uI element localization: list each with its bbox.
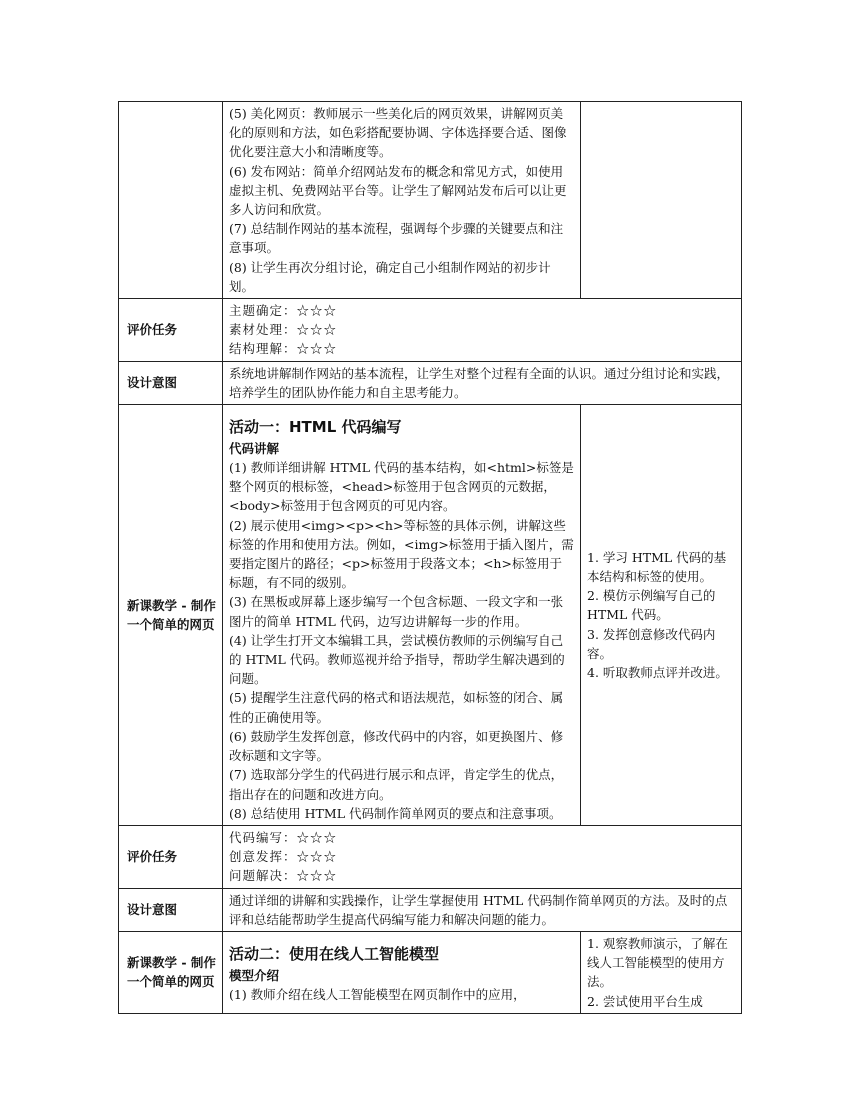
student-activity-cell [581,931,742,1013]
row-label: 新课教学 - 制作一个简单的网页 [119,931,223,1013]
step-item: (2) 展示使用<img><p><h>等标签的具体示例，讲解这些标签的作用和使用方法。例如，<img>标签用于插入图片，需要指定图片的路径；<p>标签用于段落文本；<h>标签用于标题，有不同的级别。 [229,517,574,591]
activity-title: 活动一：HTML 代码编写 [229,418,402,437]
lesson-row [119,931,742,1013]
step-item: (5) 提醒学生注意代码的格式和语法规范，如标签的闭合、属性的正确使用等。 [229,690,564,725]
teacher-activity-cell [223,405,581,826]
student-activity-cell [581,405,742,826]
step-item: (1) 教师详细讲解 HTML 代码的基本结构，如<html>标签是整个网页的根标签，<head>标签用于包含网页的元数据，<body>标签用于包含网页的可见内容。 [229,460,574,514]
section-title: 模型介绍 [229,967,280,983]
step-item: (4) 让学生打开文本编辑工具，尝试模仿教师的示例编写自己的 HTML 代码。教师巡视并给予指导，帮助学生解决遇到的问题。 [229,632,565,687]
student-step: 4. 听取教师点评并改进。 [587,664,728,680]
lesson-plan-table [118,101,742,1014]
evaluation-row [119,825,742,888]
student-step: 2. 模仿示例编写自己的 HTML 代码。 [587,588,716,623]
rating-item: 问题解决：☆☆☆ [229,868,338,884]
design-intent-cell [223,888,742,931]
row-label: 设计意图 [119,361,223,404]
continued-steps-row [119,102,742,299]
teacher-activity-cell [223,102,581,299]
student-step: 3. 发挥创意修改代码内容。 [587,626,716,661]
step-item: (3) 在黑板或屏幕上逐步编写一个包含标题、一段文字和一张图片的简单 HTML 代码，边写边讲解每一步的作用。 [229,594,564,629]
lesson-row [119,405,742,826]
step-item: (7) 选取部分学生的代码进行展示和点评，肯定学生的优点，指出存在的问题和改进方向。 [229,767,564,802]
row-label: 设计意图 [119,888,223,931]
row-label: 评价任务 [119,825,223,888]
evaluation-row [119,299,742,362]
student-step: 2. 尝试使用平台生成 [587,993,703,1009]
step-item: (6) 发布网站：简单介绍网站发布的概念和常见方式，如使用虚拟主机、免费网站平台等。让学生了解网站发布后可以让更多人访问和欣赏。 [229,163,567,218]
evaluation-cell [223,299,742,362]
student-activity-cell [581,102,742,299]
rating-item: 结构理解：☆☆☆ [229,341,338,357]
teacher-activity-cell [223,931,581,1013]
step-item: (6) 鼓励学生发挥创意，修改代码中的内容，如更换图片、修改标题和文字等。 [229,728,564,764]
design-intent-cell [223,361,742,404]
step-item: (5) 美化网页：教师展示一些美化后的网页效果，讲解网页美化的原则和方法，如色彩搭配要协调、字体选择要合适、图像优化要注意大小和清晰度等。 [229,106,567,160]
step-item: (8) 让学生再次分组讨论，确定自己小组制作网站的初步计划。 [229,259,551,294]
design-intent-text: 通过详细的讲解和实践操作，让学生掌握使用 HTML 代码制作简单网页的方法。及时的点评和总结能帮助学生提高代码编写能力和解决问题的能力。 [229,892,728,927]
design-intent-row [119,888,742,931]
design-intent-text: 系统地讲解制作网站的基本流程，让学生对整个过程有全面的认识。通过分组讨论和实践，培养学生的团队协作能力和自主思考能力。 [229,365,730,400]
student-step: 1. 学习 HTML 代码的基本结构和标签的使用。 [587,549,727,584]
rating-item: 素材处理：☆☆☆ [229,322,338,338]
row-label: 评价任务 [119,299,223,362]
rating-item: 主题确定：☆☆☆ [229,303,338,319]
student-step: 1. 观察教师演示，了解在线人工智能模型的使用方法。 [587,935,728,990]
step-item: (7) 总结制作网站的基本流程，强调每个步骤的关键要点和注意事项。 [229,221,564,256]
section-title: 代码讲解 [229,441,280,457]
row-label: 新课教学 - 制作一个简单的网页 [119,405,223,826]
evaluation-cell [223,825,742,888]
rating-item: 代码编写：☆☆☆ [229,829,338,845]
design-intent-row [119,361,742,404]
empty-label-cell [119,102,223,299]
rating-item: 创意发挥：☆☆☆ [229,849,338,865]
activity-title: 活动二：使用在线人工智能模型 [229,944,440,963]
step-item: (1) 教师介绍在线人工智能模型在网页制作中的应用， [229,986,526,1002]
step-item: (8) 总结使用 HTML 代码制作简单网页的要点和注意事项。 [229,805,562,821]
